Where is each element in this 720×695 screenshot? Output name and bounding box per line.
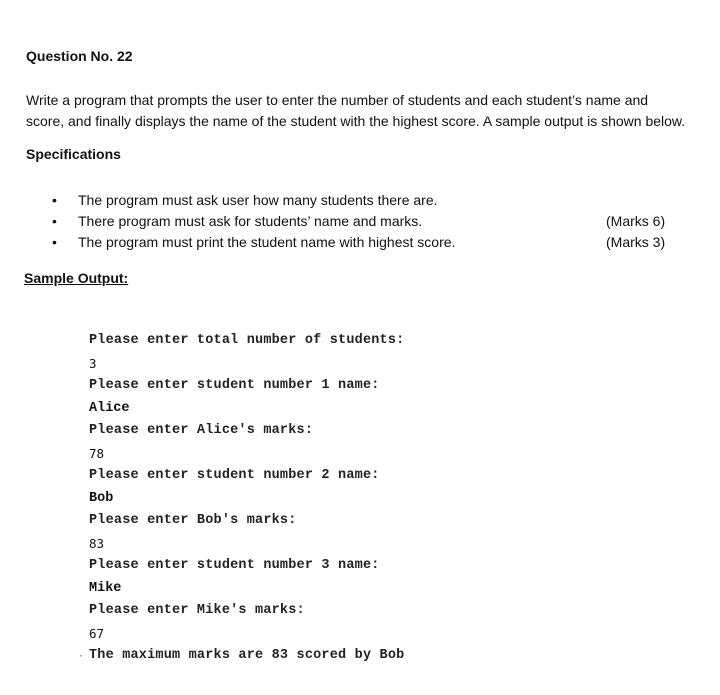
console-line: Mike: [89, 580, 122, 596]
console-line: Please enter student number 2 name:: [89, 468, 380, 483]
console-line: Please enter Bob's marks:: [89, 513, 297, 528]
sample-output-console: [89, 330, 404, 668]
console-line: Alice: [89, 400, 130, 416]
console-line: 67: [89, 625, 105, 641]
question-title: Question No. 22: [26, 48, 133, 64]
console-line: 3: [89, 355, 97, 371]
sample-output-heading: Sample Output:: [24, 270, 129, 286]
console-line: The maximum marks are 83 scored by Bob: [89, 648, 405, 663]
specification-marks: (Marks 6): [606, 213, 666, 229]
console-line: Please enter Alice's marks:: [89, 423, 314, 438]
specification-text: The program must ask user how many students there are.: [78, 192, 438, 208]
prompt-line-2: score, and finally displays the name of the student with the highest score. A sample output is shown below.: [26, 113, 686, 129]
prompt-line-1: Write a program that prompts the user to enter the number of students and each student’s name and: [26, 92, 649, 108]
console-line: Please enter student number 1 name:: [89, 378, 380, 393]
console-line: Please enter Mike's marks:: [89, 603, 305, 618]
specification-text: The program must print the student name with highest score.: [78, 234, 456, 250]
console-line: Please enter student number 3 name:: [89, 558, 380, 573]
bullet-icon: •: [52, 213, 57, 229]
specification-text: There program must ask for students’ name and marks.: [78, 213, 423, 229]
specification-marks: (Marks 3): [606, 234, 666, 250]
console-line: Bob: [89, 490, 114, 506]
console-line: 78: [89, 445, 105, 461]
specifications-heading: Specifications: [26, 146, 121, 162]
bullet-icon: •: [52, 192, 57, 208]
question-prompt: [26, 90, 685, 132]
stray-mark-icon: ·: [79, 648, 83, 662]
bullet-icon: •: [52, 234, 57, 250]
console-line: 83: [89, 535, 105, 551]
console-line: Please enter total number of students:: [89, 333, 405, 348]
